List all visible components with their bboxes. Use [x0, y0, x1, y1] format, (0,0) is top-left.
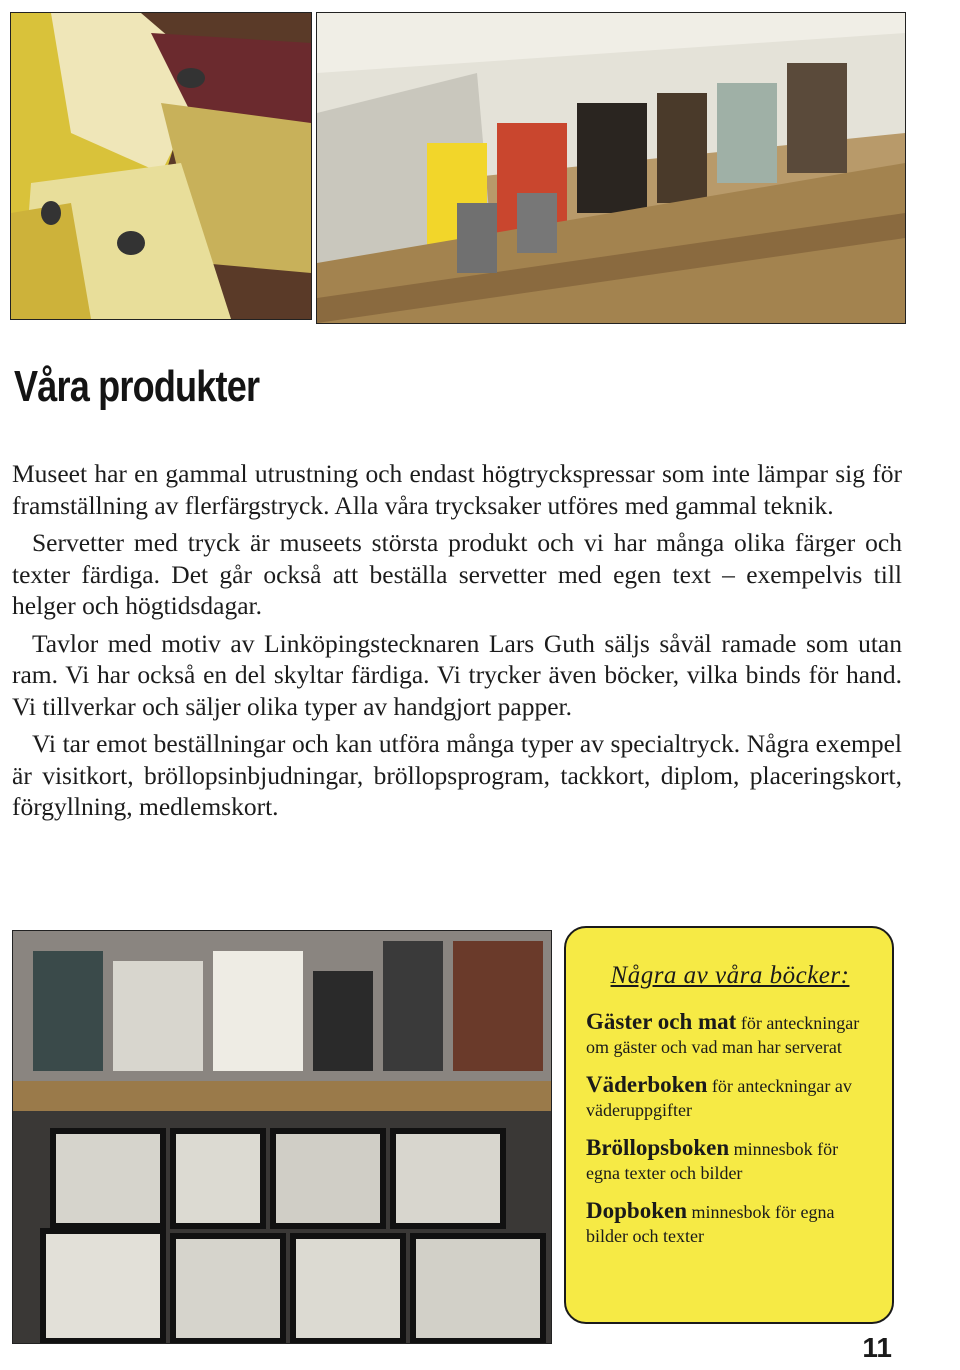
book-desc: för anteckningar om gäster och vad man har serverat — [586, 1013, 860, 1057]
book-name: Väderboken — [586, 1072, 708, 1097]
book-desc: för anteckningar av väderuppgifter — [586, 1076, 852, 1120]
page-title: Våra produkter — [14, 362, 260, 411]
book-name: Dopboken — [586, 1198, 687, 1223]
cards-display-photo — [316, 12, 906, 324]
body-text — [12, 458, 902, 829]
books-box-title: Några av våra böcker: — [610, 962, 850, 989]
book-entry — [586, 1136, 874, 1185]
book-entry — [586, 1199, 874, 1248]
paragraph-special-print: Vi tar emot beställningar och kan utföra många typer av specialtryck. Några exempel är visitkort, bröllopsinbjudningar, bröllopsprogram, tackkort, diplom, placeringskort, förgyllning, medlemskort. — [12, 729, 902, 821]
books-prints-photo — [12, 930, 552, 1344]
book-desc: minnesbok för egna bilder och texter — [586, 1202, 835, 1246]
paragraph-paintings: Tavlor med motiv av Linköpingstecknaren Lars Guth säljs såväl ramade som utan ram. Vi har också en del skyltar färdiga. Vi trycker även böcker, vilka binds för hand. Vi tillverkar och säljer olika typer av handgjort papper. — [12, 628, 902, 721]
book-desc: minnesbok för egna texter och bilder — [586, 1139, 839, 1183]
napkins-photo — [10, 12, 312, 320]
page-number: 11 — [862, 1332, 892, 1363]
book-name: Bröllopsboken — [586, 1135, 730, 1160]
book-entry — [586, 1010, 874, 1059]
books-info-box — [564, 926, 894, 1324]
book-name: Gäster och mat — [586, 1009, 737, 1034]
book-entry — [586, 1073, 874, 1122]
paragraph-napkins: Servetter med tryck är museets största produkt och vi har många olika färger och texter färdiga. Det går också att beställa servetter med egen text – exempelvis till helger och högtidsdagar. — [12, 528, 902, 620]
paragraph-intro: Museet har en gammal utrustning och endast högtryckspressar som inte lämpar sig för framställning av flerfärgstryck. Alla våra trycksaker utföres med gammal teknik. — [12, 459, 902, 520]
